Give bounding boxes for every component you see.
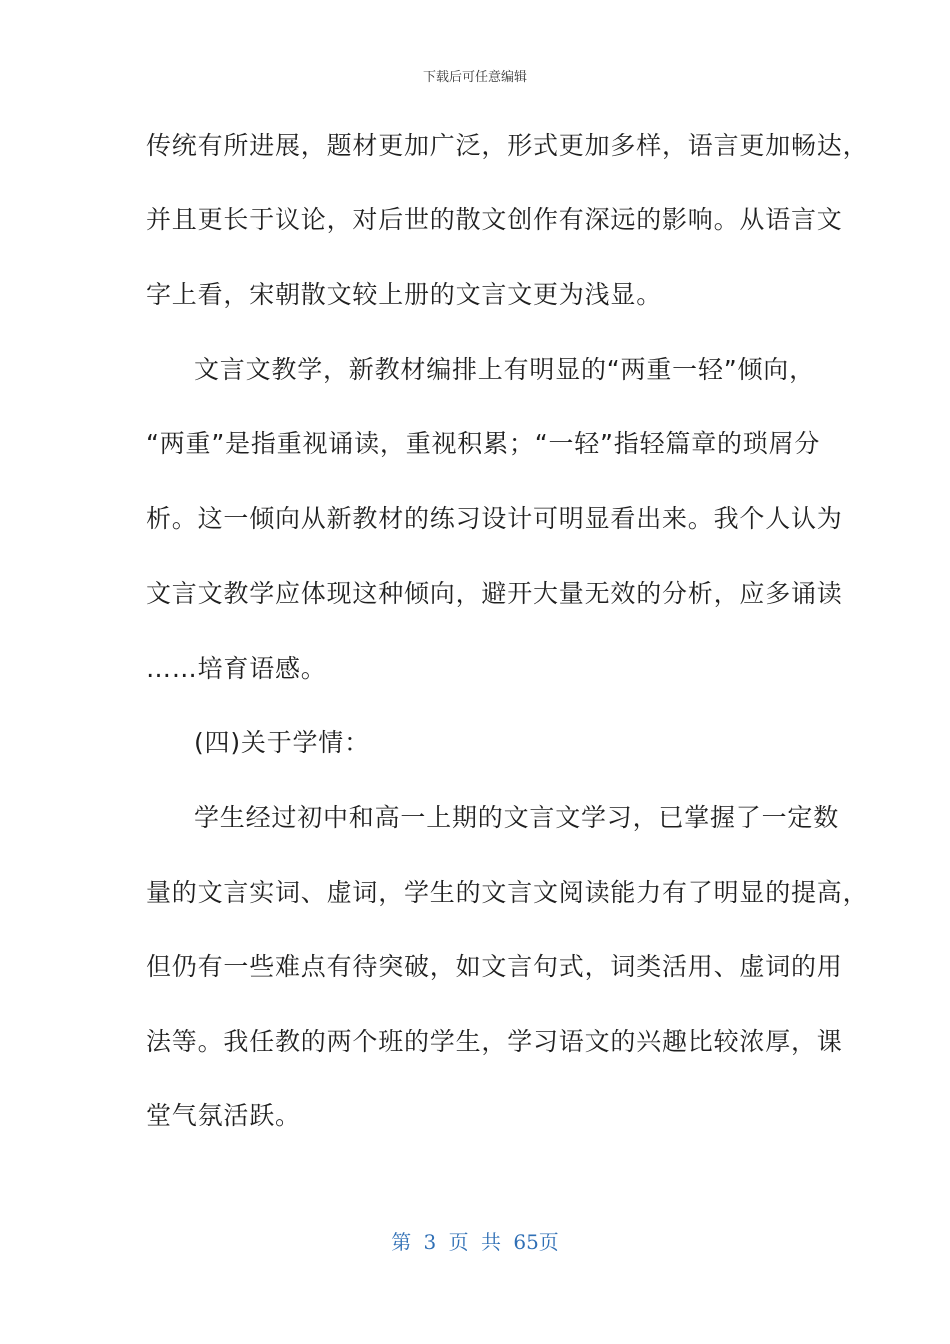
section-heading: (四)关于学情： <box>194 728 370 757</box>
paragraph-line: 析。这一倾向从新教材的练习设计可明显看出来。我个人认为 <box>146 504 843 533</box>
paragraph-line: 字上看，宋朝散文较上册的文言文更为浅显。 <box>146 280 663 309</box>
paragraph-line: 堂气氛活跃。 <box>146 1101 301 1130</box>
header-note: 下载后可任意编辑 <box>422 70 527 85</box>
paragraph-line: 法等。我任教的两个班的学生，学习语文的兴趣比较浓厚，课 <box>146 1027 843 1056</box>
paragraph-line: 量的文言实词、虚词，学生的文言文阅读能力有了明显的提高， <box>146 878 869 907</box>
paragraph-line: “两重”是指重视诵读，重视积累；“一轻”指轻篇章的琐屑分 <box>146 429 821 458</box>
paragraph-line: 文言文教学应体现这种倾向，避开大量无效的分析，应多诵读 <box>146 579 843 608</box>
paragraph-line: 传统有所进展，题材更加广泛，形式更加多样，语言更加畅达， <box>146 131 869 160</box>
paragraph-line: 并且更长于议论，对后世的散文创作有深远的影响。从语言文 <box>146 205 843 234</box>
paragraph-line: 文言文教学，新教材编排上有明显的“两重一轻”倾向， <box>194 355 815 384</box>
paragraph-line: 但仍有一些难点有待突破，如文言句式，词类活用、虚词的用 <box>146 952 843 981</box>
paragraph-line: 学生经过初中和高一上期的文言文学习，已掌握了一定数 <box>194 803 840 832</box>
page-number: 第 3 页 共 65页 <box>391 1230 559 1254</box>
paragraph-line: ……培育语感。 <box>146 654 327 683</box>
